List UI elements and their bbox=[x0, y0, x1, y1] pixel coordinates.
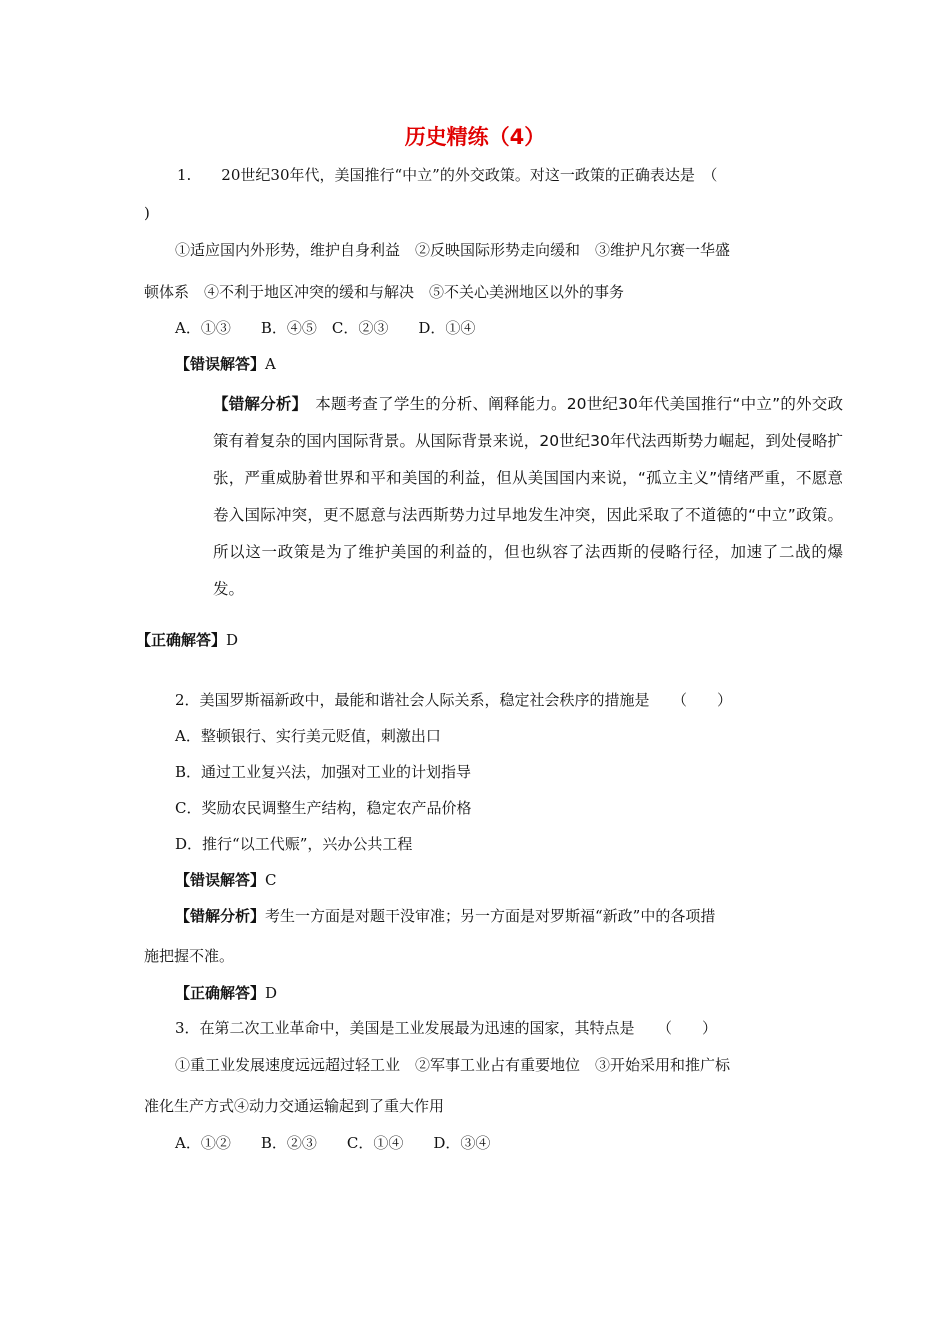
q2-analysis-label: 【错解分析】 bbox=[175, 907, 266, 925]
q1-choices: A．①③ B．④⑤ C．②③ D．①④ bbox=[175, 319, 476, 337]
q2-analysis-text: 考生一方面是对题干没审准；另一方面是对罗斯福“新政”中的各项措 bbox=[265, 907, 716, 925]
q1-correct-answer bbox=[136, 630, 238, 650]
q2-analysis-line2: 施把握不准。 bbox=[144, 947, 235, 965]
q3-options-line2: 准化生产方式④动力交通运输起到了重大作用 bbox=[144, 1097, 445, 1115]
q1-correct-value: D bbox=[226, 631, 239, 649]
q2-wrong-label: 【错误解答】 bbox=[175, 871, 266, 889]
q2-option-d: D．推行“以工代赈”，兴办公共工程 bbox=[175, 835, 413, 853]
q1-wrong-label: 【错误解答】 bbox=[175, 355, 266, 373]
q2-correct-value: D bbox=[265, 984, 278, 1002]
q1-correct-label: 【正确解答】 bbox=[136, 631, 227, 649]
q2-option-b: B．通过工业复兴法，加强对工业的计划指导 bbox=[175, 763, 472, 781]
q2-wrong-answer bbox=[175, 870, 277, 890]
q1-analysis-label: 【错解分析】 bbox=[213, 395, 300, 413]
q2-option-a: A．整顿银行、实行美元贬值，刺激出口 bbox=[175, 727, 441, 745]
q2-correct-answer bbox=[175, 983, 277, 1003]
q1-wrong-value: A bbox=[265, 355, 276, 373]
q1-analysis-text: 本题考查了学生的分析、阐释能力。20世纪30年代美国推行“中立”的外交政策有着复杂的国内国际背景。从国际背景来说，20世纪30年代法西斯势力崛起，到处侵略扩张，严重威胁着世界和平和美国的利益，但从美国国内来说，“孤立主义”情绪严重，不愿意卷入国际冲突，更不愿意与法西斯势力过早地发生冲突，因此采取了不道德的“中立”政策。所以这一政策是为了维护美国的利益的，但也纵容了法西斯的侵略行径，加速了二战的爆发。 bbox=[213, 395, 843, 598]
page-title: 历史精练（4） bbox=[404, 125, 546, 149]
q1-options-line2: 顿体系 ④不利于地区冲突的缓和与解决 ⑤不关心美洲地区以外的事务 bbox=[144, 283, 625, 301]
q1-wrong-answer bbox=[175, 354, 276, 374]
q1-stem-line2: ) bbox=[144, 204, 150, 222]
q3-stem: 3．在第二次工业革命中，美国是工业发展最为迅速的国家，其特点是 （ ） bbox=[175, 1019, 718, 1037]
q2-option-c: C．奖励农民调整生产结构，稳定农产品价格 bbox=[175, 799, 472, 817]
q3-options-line1: ①重工业发展速度远远超过轻工业 ②军事工业占有重要地位 ③开始采用和推广标 bbox=[175, 1056, 731, 1074]
q2-wrong-value: C bbox=[265, 871, 277, 889]
q1-stem-line1: 1. 20世纪30年代，美国推行“中立”的外交政策。对这一政策的正确表达是 （ bbox=[177, 166, 718, 184]
q1-analysis bbox=[175, 386, 843, 608]
q2-analysis-line1 bbox=[175, 906, 715, 926]
q2-stem: 2．美国罗斯福新政中，最能和谐社会人际关系，稳定社会秩序的措施是 （ ） bbox=[175, 691, 733, 709]
q3-choices: A．①② B．②③ C．①④ D．③④ bbox=[175, 1134, 491, 1152]
q1-options-line1: ①适应国内外形势，维护自身利益 ②反映国际形势走向缓和 ③维护凡尔赛一华盛 bbox=[175, 241, 731, 259]
q2-correct-label: 【正确解答】 bbox=[175, 984, 266, 1002]
